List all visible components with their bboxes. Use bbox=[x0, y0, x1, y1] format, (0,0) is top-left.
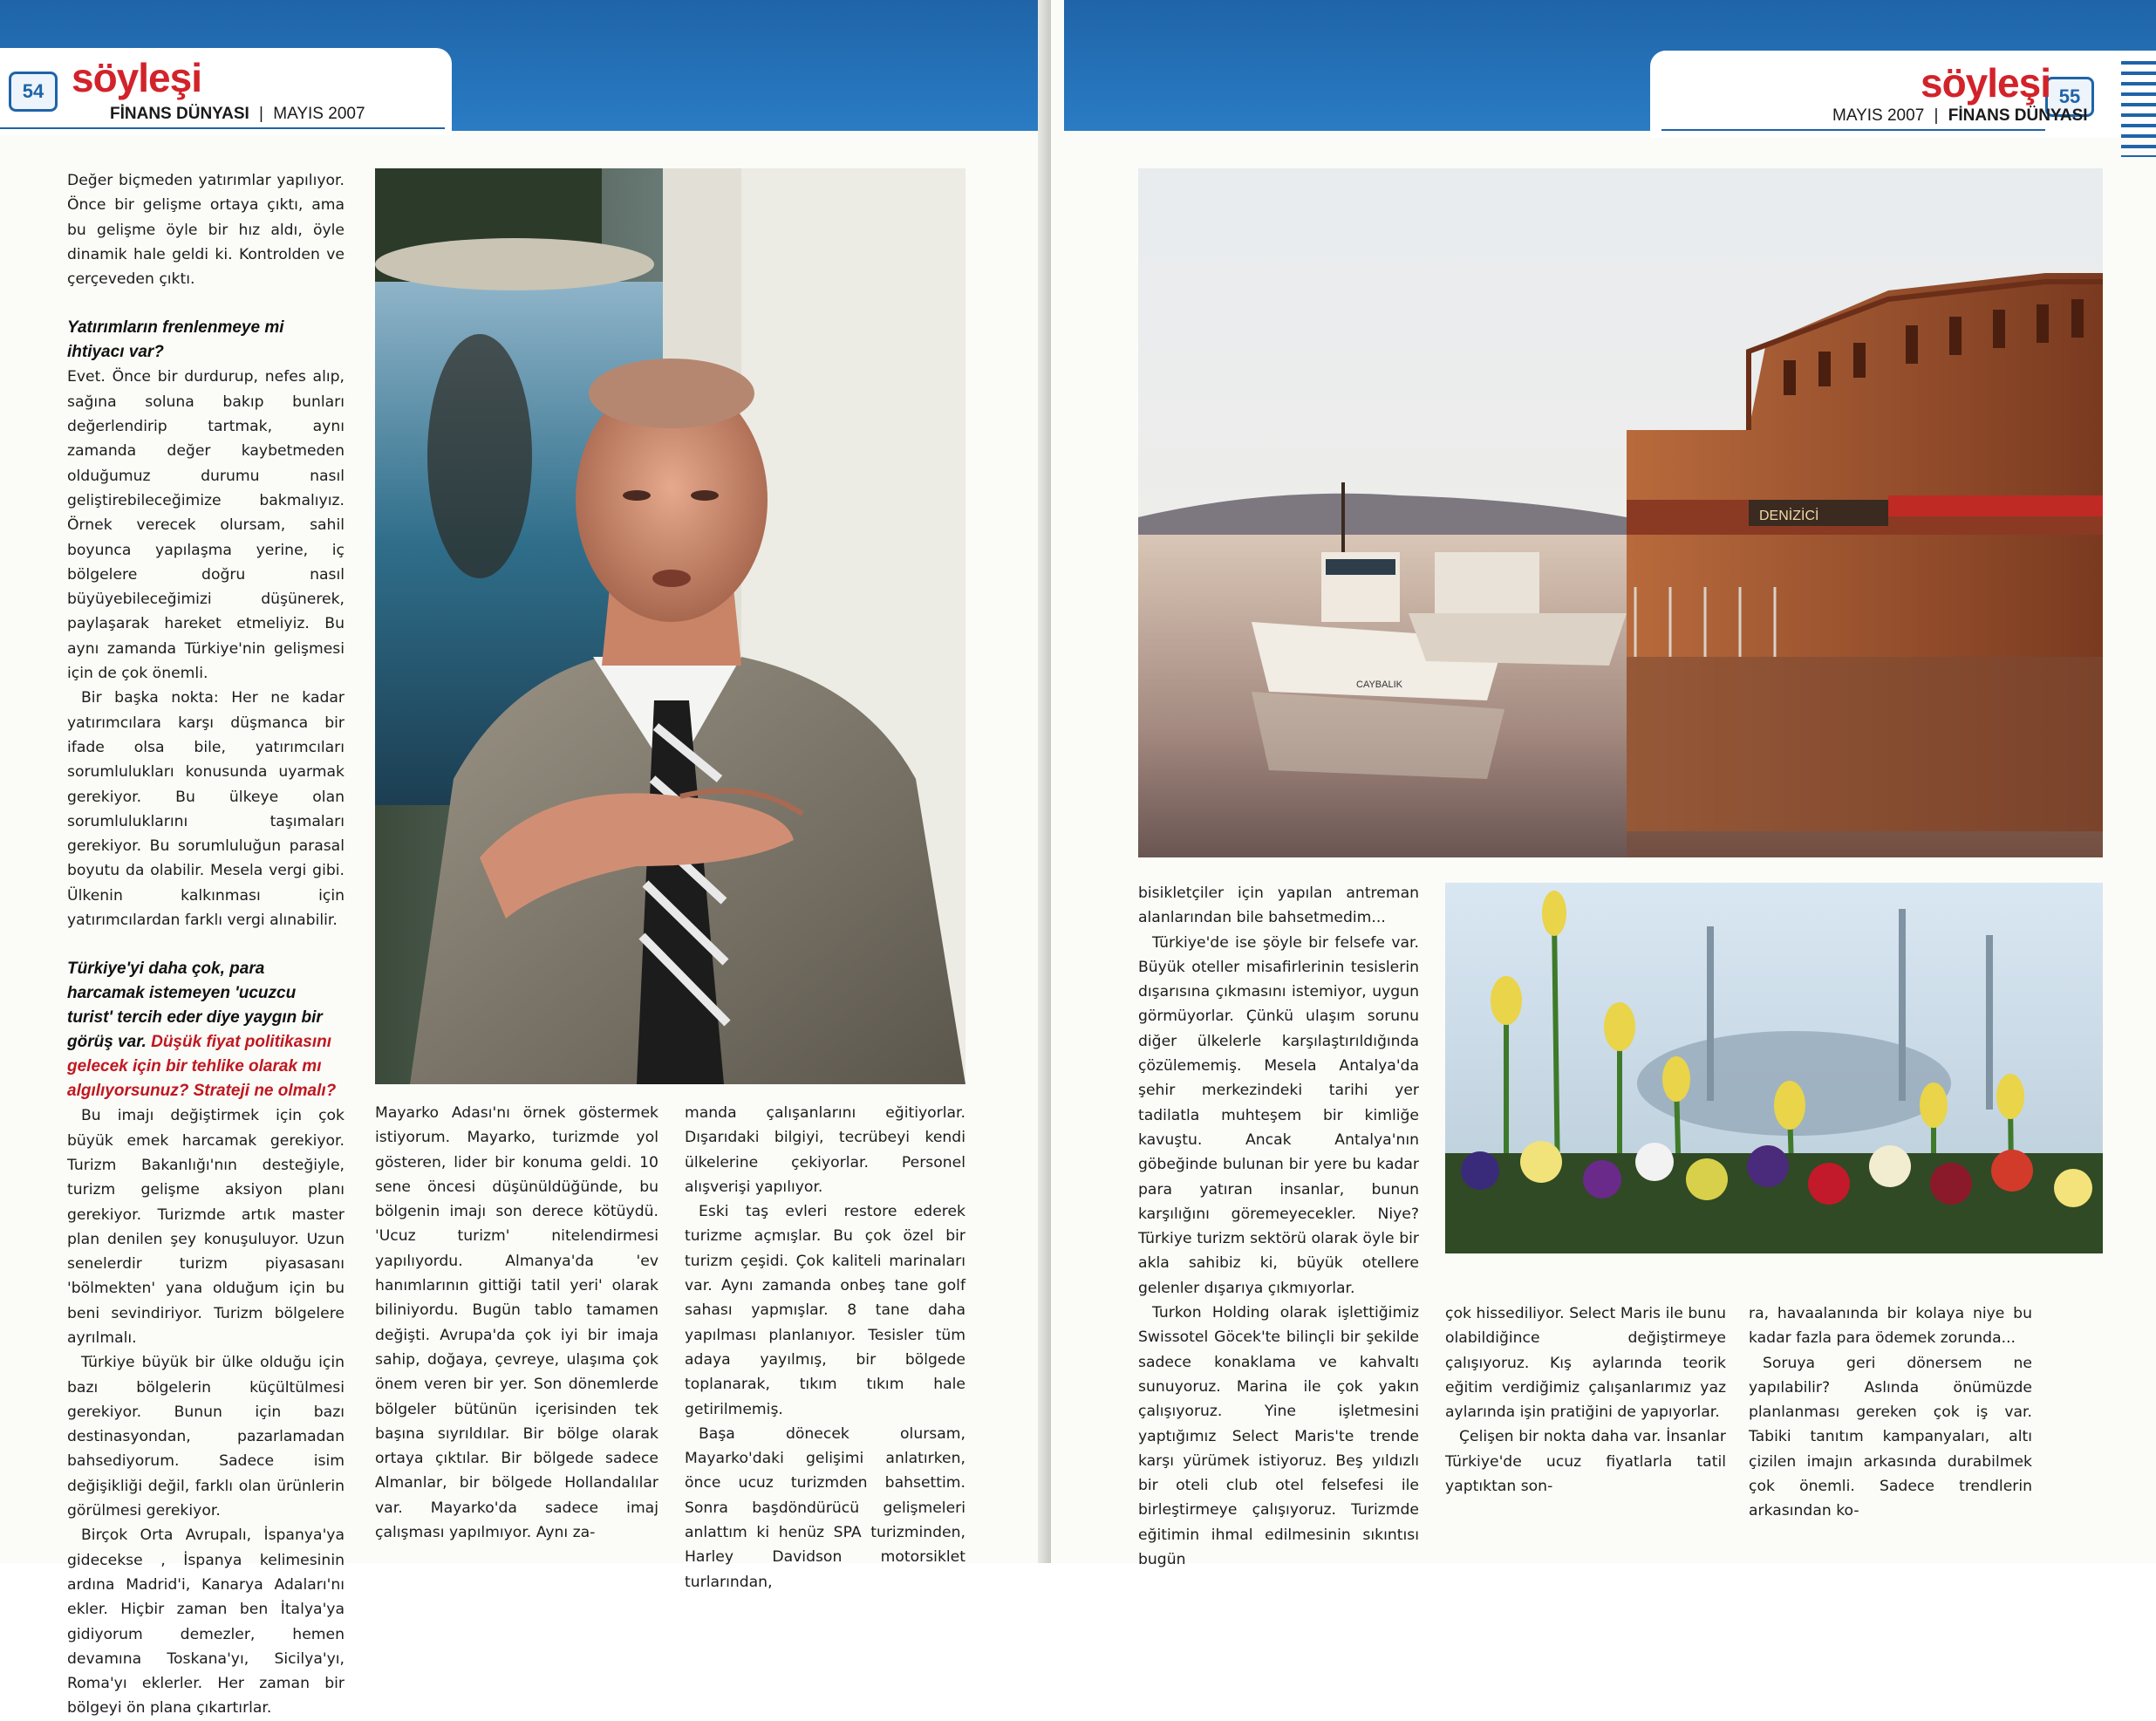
left-column-3 bbox=[685, 1101, 965, 1595]
portrait-photo bbox=[375, 168, 965, 1084]
masthead-right: MAYIS 2007 | FİNANS DÜNYASI bbox=[1832, 106, 2088, 125]
boat-name-text: CAYBALIK bbox=[1356, 680, 1402, 690]
issue-date-right: MAYIS 2007 bbox=[1832, 106, 1925, 125]
question-heading: Yatırımların frenlenmeye mi ihtiyacı var? bbox=[67, 318, 284, 362]
paragraph: Birçok Orta Avrupalı, İspanya'ya gidecekse , İspanya kelimesinin ardına Madrid'i, Kanarya Adaları'nı ekler. Hiçbir zaman ben İtalya'ya gidiyorum demezler, hemen devamına Toskana'yı, Sicilya'yı, Roma'yı eklerler. Her zaman bir bölgeyi ön plana çıkartırlar. bbox=[67, 1526, 345, 1718]
section-title-right: söyleşi bbox=[1921, 60, 2050, 106]
paragraph: Turkon Holding olarak işlettiğimiz Swissotel Göcek'te bilinçli bir şekilde sadece konaklama ve kahvaltı sunuyoruz. Marina ile çok yakın çalışıyoruz. Yine işletmesini yaptığımız Select Maris'te trende karşı yürümek istiyoruz. Beş yıldızlı bir oteli club otel felsefesi ile birleştirmeye çalışıyoruz. Turizmde eğitimin ihmal edilmesinin sıkıntısı bugün bbox=[1138, 1304, 1419, 1569]
header-stripes bbox=[2121, 61, 2156, 157]
paragraph: bisikletçiler için yapılan antreman alanlarından bile bahsetmedim... bbox=[1138, 884, 1419, 927]
page-number-right: 55 bbox=[2045, 77, 2094, 117]
paragraph: Türkiye'de ise şöyle bir felsefe var. Büyük oteller misafirlerinin tesislerin dışarısına çıkmasını istemiyor, uygun görmüyorlar. Çünkü ulaşım sorunu diğer ülkelerle karşılaştırıldığında çözülememiş. Mesela Antalya'da şehir merkezindeki tarihi yer tadilatla muhteşem bir kimliğe kavuştu. Ancak Antalya'nın göbeğinde bulunan bir yere bu kadar para yatıran insanlar, bunun karşılığını göremeyecekler. Niye?Türkiye turizm sektörü olarak öyle bir akla sahibiz ki, büyük otellere gelenler dışarıya çıkmıyorlar. bbox=[1138, 933, 1419, 1297]
harbor-sign-text: DENİZİCİ bbox=[1759, 509, 1819, 523]
right-page bbox=[1051, 0, 2156, 1569]
paragraph: Değer biçmeden yatırımlar yapılıyor. Önce bir gelişme ortaya çıktı, ama bu gelişme öyle bir hız aldı, öyle dinamik hale geldi ki. Kontrolden ve çerçeveden çıktı. bbox=[67, 172, 345, 289]
paragraph: manda çalışanlarını eğitiyorlar. Dışarıdaki bilgiyi, tecrübeyi kendi ülkelerine çekiyorlar. Personel alışverişi yapılıyor. bbox=[685, 1104, 965, 1196]
tulip-illustration bbox=[1445, 883, 2103, 1253]
question-part-highlight: Düşük fiyat politikasını gelecek için bir tehlike olarak mı algılıyorsunuz? Strateji ne olmalı? bbox=[67, 1033, 337, 1101]
paragraph: Eski taş evleri restore ederek turizme açmışlar. Bu çok özel bir turizm çeşidi. Çok kaliteli marinaları var. Aynı zamanda onbeş tane golf sahası yapmışlar. 8 tane daha yapılması planlanıyor. Tesisler tüm adaya yayılmış, bir bölgede toplanarak, tıkım tıkım hale getirilmemiş. bbox=[685, 1203, 965, 1418]
harbor-illustration bbox=[1138, 168, 2103, 857]
header-rule-right bbox=[1661, 129, 2045, 131]
left-column-2 bbox=[375, 1101, 658, 1545]
paragraph: Başa dönecek olursam, Mayarko'daki gelişimi anlatırken, önce ucuz turizmden bahsettim. Sonra başdöndürücü gelişmeleri anlattım ki henüz SPA turizminden, Harley Davidson motorsiklet turlarından, bbox=[685, 1424, 965, 1591]
paragraph: çok hissediliyor. Select Maris ile bunu olabildiğince değiştirmeye çalışıyoruz. Kış aylarında teorik eğitim verdiğimiz çalışanlarımız yaz aylarında işin pratiğini de yapıyorlar. bbox=[1445, 1305, 1726, 1422]
right-column-1 bbox=[1138, 881, 1419, 1572]
paragraph: Türkiye büyük bir ülke olduğu için bazı bölgelerin küçültülmesi gerekiyor. Bunun için bazı destinasyondan, pazarlamadan bahsediyorum. Sadece isim değişikliği değil, farklı olan ürünlerin görülmesi gerekiyor. bbox=[67, 1354, 345, 1520]
masthead-left: FİNANS DÜNYASI | MAYIS 2007 bbox=[110, 105, 365, 123]
paragraph: ra, havaalanında bir kolaya niye bu kadar fazla para ödemek zorunda... bbox=[1749, 1305, 2032, 1348]
paragraph: Evet. Önce bir durdurup, nefes alıp, sağına soluna bakıp bunları değerlendirip tartmak, aynı zamanda değer kaybetmeden olduğumuz durumu nasıl geliştirebileceğimize bakmalıyız. Örnek verecek olursam, sahil boyunca yapılaşma yerine, iç bölgelere doğru nasıl büyüyebileceğimizi düşünerek, paylaşarak hareket etmeliyiz. Bu aynı zamanda Türkiye'nin gelişmesi için de çok önemli. bbox=[67, 368, 345, 683]
right-column-3 bbox=[1749, 1301, 2032, 1524]
question-heading bbox=[67, 957, 345, 1103]
left-page bbox=[0, 0, 1051, 1718]
magazine-name-right: FİNANS DÜNYASI bbox=[1948, 106, 2088, 125]
paragraph: Bir başka nokta: Her ne kadar yatırımcılara karşı düşmanca bir ifade olsa bile, yatırımcıları sorumlulukları konusunda uyarmak gerekiyor. Bu ülkeye olan sorumluluklarını taşımaları gerekiyor. Bu sorumluluğun parasal boyutu da olabilir. Mesela vergi gibi. Ülkenin kalkınması için yatırımcılardan farklı vergi alınabilir. bbox=[67, 689, 345, 930]
harbor-photo bbox=[1138, 168, 2103, 857]
section-title-left: söyleşi bbox=[72, 55, 201, 100]
paragraph: Bu imajı değiştirmek için çok büyük emek harcamak gerekiyor. Turizm Bakanlığı'nın desteğiyle, turizm gelişme aksiyon planı gerekiyor. Turizmde artık master plan denilen şey konuşuluyor. Uzun senelerdir turizm piyasasanı 'bölmekten' yana olduğum için bu beni sevindiriyor. Turizm bölgelere ayrılmalı. bbox=[67, 1107, 345, 1347]
left-column-1 bbox=[67, 168, 345, 1721]
paragraph: Mayarko Adası'nı örnek göstermek istiyorum. Mayarko, turizmde yol gösteren, lider bir konuma geldi. 10 sene öncesi düşünüldüğünde, bu bölgenin imajı son derece kötüydü. 'Ucuz turizm' nitelendirmesi yapılıyordu. Almanya'da 'ev hanımlarının gittiği tatil yeri' olarak biliniyordu. Bugün tablo tamamen değişti. Avrupa'da çok iyi bir imaja sahip, doğaya, çevreye, ulaşıma çok önem veren bir yer. Son dönemlerde bölgeler bütünün içerisinden tek başına sıyrıldılar. Bir bölge olarak ortaya çıktılar. Bir bölgede sadece Almanlar, bir bölgede Hollandalılar var. Mayarko'da sadece imaj çalışması yapılmıyor. Aynı za- bbox=[375, 1104, 658, 1542]
paragraph: Soruya geri dönersem ne yapılabilir? Aslında önümüzde planlanması gereken çok iş var. Tabiki tanıtım kampanyaları, altı çizilen imajın arkasında durabilmek çok önemli. Sadece trendlerin arkasından ko- bbox=[1749, 1354, 2032, 1520]
question-part: Türkiye'yi daha çok, para harcamak istemeyen 'ucuzcu turist' tercih eder diye yaygın bir görüş var. bbox=[67, 960, 323, 1052]
magazine-name-left: FİNANS DÜNYASI bbox=[110, 105, 249, 123]
tulip-photo bbox=[1445, 883, 2103, 1253]
portrait-illustration bbox=[375, 168, 965, 1084]
right-column-2 bbox=[1445, 1301, 1726, 1499]
page-number-left: 54 bbox=[9, 72, 58, 112]
header-rule-left bbox=[0, 127, 445, 129]
issue-date-left: MAYIS 2007 bbox=[273, 105, 365, 123]
paragraph: Çelişen bir nokta daha var. İnsanlar Türkiye'de ucuz fiyatlarla tatil yaptıktan son- bbox=[1445, 1428, 1726, 1496]
